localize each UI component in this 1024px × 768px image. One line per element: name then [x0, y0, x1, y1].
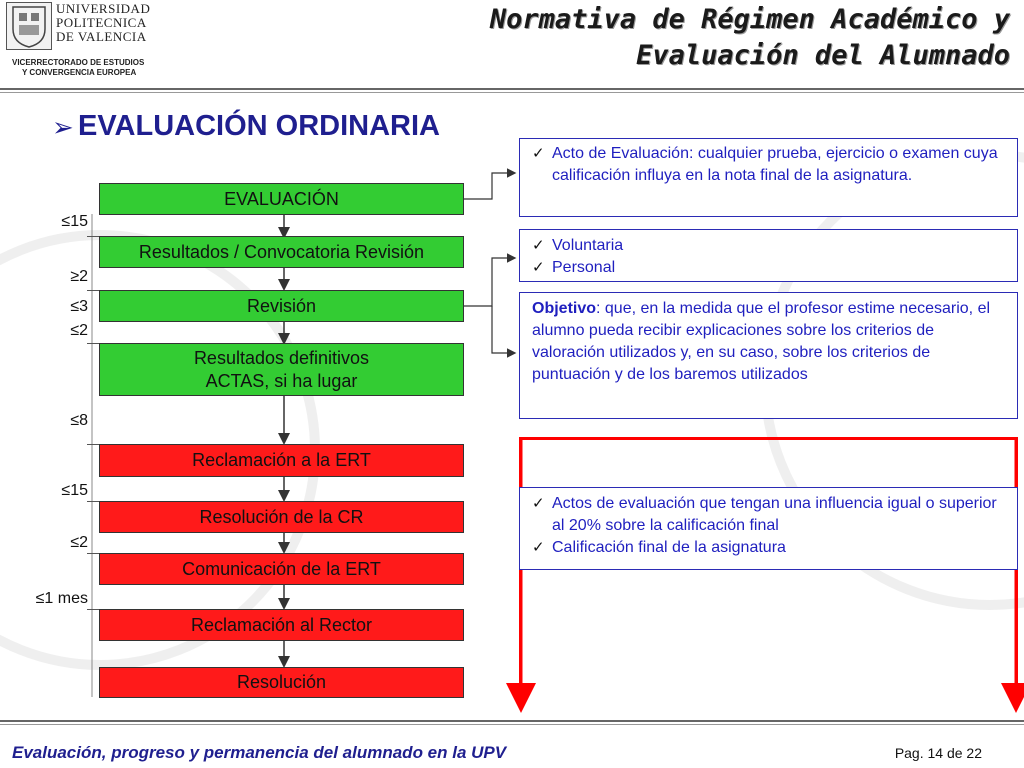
flow-box-label: Reclamación al Rector [190, 614, 373, 635]
reclamacion-scope-text: Calificación final de la asignatura [552, 539, 786, 556]
footer-divider [0, 720, 1024, 722]
university-line-3: DE VALENCIA [56, 29, 147, 44]
flow-box-label-line-2: ACTAS, si ha lugar [205, 370, 358, 391]
deadline-label: ≤15 [61, 482, 88, 499]
flow-box-resolucion-cr [99, 501, 464, 533]
objetivo-panel [519, 292, 1018, 419]
slide-title-line-1: Normativa de Régimen Académico y [489, 4, 1010, 35]
flow-box-label: Revisión [246, 295, 317, 316]
reclamacion-scope-item [528, 537, 1009, 559]
revision-type-item [528, 235, 1009, 257]
check-icon: ✓ [532, 259, 545, 276]
flow-box-label: Resolución de la CR [199, 506, 364, 527]
deadline-label: ≤3 [70, 298, 88, 315]
revision-type-text: Voluntaria [552, 237, 624, 254]
vicerrectorado-line-2: Y CONVERGENCIA EUROPEA [22, 68, 137, 77]
section-title: EVALUACIÓN ORDINARIA [78, 110, 440, 142]
flow-box-resultados-definitivos [99, 343, 464, 396]
deadline-label: ≤1 mes [35, 590, 88, 607]
reclamacion-scope-text: Actos de evaluación que tengan una influencia igual o superior al 20% sobre la calificación final [552, 495, 997, 534]
vicerrectorado-line-1: VICERRECTORADO DE ESTUDIOS [12, 58, 145, 67]
flow-box-label: Resultados / Convocatoria Revisión [138, 241, 425, 262]
flow-box-resultados-convocatoria [99, 236, 464, 268]
check-icon: ✓ [532, 495, 545, 512]
flow-box-label: EVALUACIÓN [224, 188, 339, 209]
check-icon: ✓ [532, 237, 545, 254]
slide-title-line-2: Evaluación del Alumnado [636, 40, 1010, 71]
deadline-tick [87, 236, 99, 237]
flow-box-comunicacion-ert [99, 553, 464, 585]
deadline-tick [87, 501, 99, 502]
university-line-2: POLITECNICA [56, 15, 147, 30]
deadline-label: ≥2 [70, 268, 88, 285]
flow-box-reclamacion-ert [99, 444, 464, 477]
flow-box-resolucion [99, 667, 464, 698]
flow-box-label-line-1: Resultados definitivos [193, 347, 370, 368]
flow-box-reclamacion-rector [99, 609, 464, 641]
deadline-tick [87, 609, 99, 610]
footer-title: Evaluación, progreso y permanencia del alumnado en la UPV [12, 743, 507, 762]
flow-box-label: Resolución [236, 672, 327, 692]
deadline-tick [87, 343, 99, 344]
deadline-tick [87, 553, 99, 554]
university-line-1: UNIVERSIDAD [56, 1, 151, 16]
page-number: Pag. 14 de 22 [894, 745, 982, 761]
deadline-label: ≤2 [70, 322, 88, 339]
bullet-arrow-icon: ➢ [52, 112, 74, 142]
flow-box-revision [99, 290, 464, 322]
acto-evaluacion-panel [519, 138, 1018, 217]
footer-divider-thin [0, 724, 1024, 725]
deadline-tick [87, 290, 99, 291]
flow-box-label: Comunicación de la ERT [182, 558, 381, 579]
revision-type-text: Personal [552, 259, 616, 276]
deadline-tick [87, 444, 99, 445]
deadline-label: ≤8 [70, 412, 88, 429]
objetivo-text: : que, en la medida que el profesor estime necesario, el alumno pueda recibir explicaciones sobre los criterios de valoración utilizados y, en su caso, sobre los criterios de puntuación y de los baremos utilizados [532, 300, 991, 383]
deadline-label: ≤15 [61, 213, 88, 230]
reclamacion-scope-item [528, 493, 1009, 537]
reclamacion-scope-panel [519, 487, 1018, 570]
check-icon: ✓ [532, 145, 545, 162]
check-icon: ✓ [532, 539, 545, 556]
flow-box-label: Reclamación a la ERT [192, 450, 371, 470]
revision-type-panel [519, 229, 1018, 282]
revision-type-item [528, 257, 1009, 279]
deadline-label: ≤2 [70, 534, 88, 551]
objetivo-label: Objetivo [532, 300, 597, 317]
flow-box-evaluacion [99, 183, 464, 215]
acto-evaluacion-item [528, 143, 1009, 187]
acto-evaluacion-text: Acto de Evaluación: cualquier prueba, ejercicio o examen cuya calificación influya en la nota final de la asignatura. [552, 145, 998, 184]
